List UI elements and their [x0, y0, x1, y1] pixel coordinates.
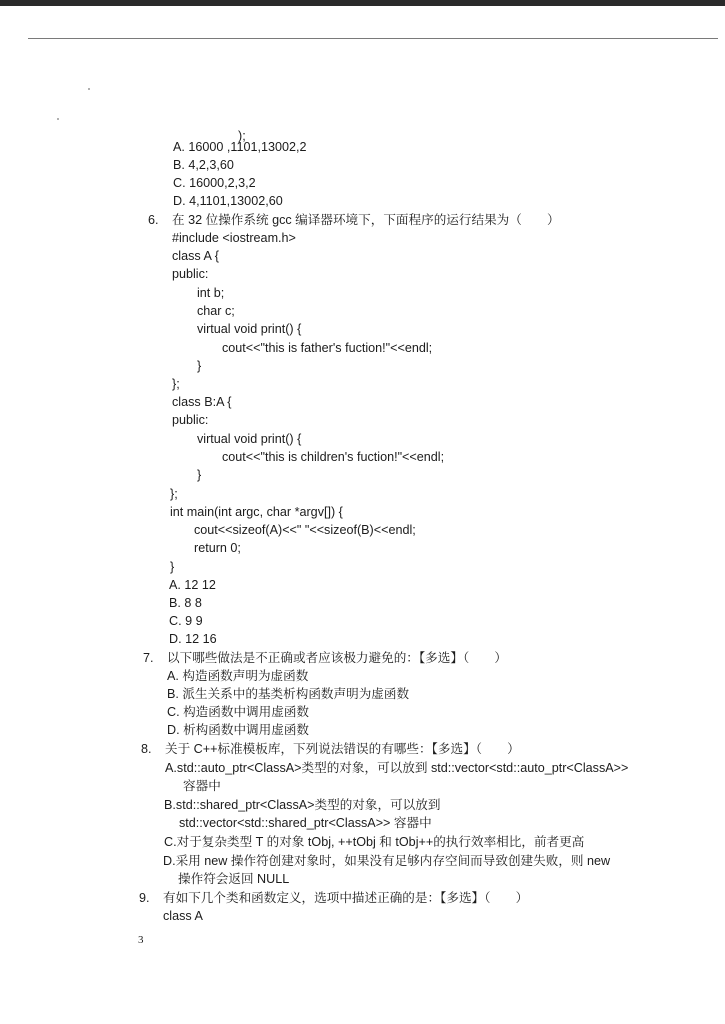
option-a: A. 构造函数声明为虚函数 [167, 669, 309, 683]
option-b: B.std::shared_ptr<ClassA>类型的对象，可以放到 [164, 798, 441, 812]
scan-speck [88, 88, 90, 90]
option-c: C. 16000,2,3,2 [173, 176, 256, 190]
question-number: 9. [139, 891, 150, 905]
question-number: 7. [143, 651, 154, 665]
code-line: } [197, 468, 202, 482]
option-a-continued: 容器中 [183, 779, 221, 793]
code-line: char c; [197, 304, 235, 318]
question-stem: 有如下几个类和函数定义，选项中描述正确的是：【多选】（ ） [163, 891, 529, 905]
code-line: virtual void print() { [197, 322, 302, 336]
page-number: 3 [138, 934, 144, 946]
code-line: }; [172, 377, 180, 391]
code-line: class A [163, 909, 203, 923]
question-number: 6. [148, 213, 159, 227]
question-stem: 在 32 位操作系统 gcc 编译器环境下，下面程序的运行结果为（ ） [172, 213, 560, 227]
code-line: cout<<"this is father's fuction!"<<endl; [222, 341, 433, 355]
header-rule [28, 38, 718, 39]
code-line: #include <iostream.h> [172, 231, 296, 245]
question-number: 8. [141, 742, 152, 756]
code-line: cout<<"this is children's fuction!"<<endl; [222, 450, 445, 464]
code-line: int main(int argc, char *argv[]) { [170, 505, 343, 519]
code-line: virtual void print() { [197, 432, 302, 446]
code-line: } [170, 560, 175, 574]
code-closing: ); [238, 129, 246, 143]
option-d: D. 4,1101,13002,60 [173, 194, 283, 208]
option-a: A. 16000 ,1101,13002,2 [173, 140, 307, 154]
code-line: cout<<sizeof(A)<<" "<<sizeof(B)<<endl; [194, 523, 416, 537]
option-c: C. 构造函数中调用虚函数 [167, 705, 310, 719]
option-d: D. 析构函数中调用虚函数 [167, 723, 310, 737]
option-d-continued: 操作符会返回 NULL [178, 872, 290, 886]
question-stem: 关于 C++标准模板库，下列说法错误的有哪些：【多选】（ ） [165, 742, 520, 756]
code-line: return 0; [194, 541, 241, 555]
code-line: class A { [172, 249, 219, 263]
code-line: int b; [197, 286, 225, 300]
option-d: D. 12 16 [169, 632, 217, 646]
option-b: B. 派生关系中的基类析构函数声明为虚函数 [167, 687, 410, 701]
code-line: } [197, 359, 202, 373]
code-line: public: [172, 413, 209, 427]
option-a: A.std::auto_ptr<ClassA>类型的对象，可以放到 std::vector<std::auto_ptr<ClassA>> [165, 761, 629, 775]
code-line: class B:A { [172, 395, 232, 409]
scan-speck [57, 118, 59, 120]
question-stem: 以下哪些做法是不正确或者应该极力避免的：【多选】（ ） [167, 651, 508, 665]
option-a: A. 12 12 [169, 578, 216, 592]
option-b-continued: std::vector<std::shared_ptr<ClassA>> 容器中 [179, 816, 432, 830]
option-c: C. 9 9 [169, 614, 203, 628]
option-b: B. 4,2,3,60 [173, 158, 234, 172]
option-b: B. 8 8 [169, 596, 202, 610]
code-line: }; [170, 487, 178, 501]
scan-top-edge [0, 0, 725, 6]
option-d: D.采用 new 操作符创建对象时，如果没有足够内存空间而导致创建失败，则 new [163, 854, 611, 868]
option-c: C.对于复杂类型 T 的对象 tObj, ++tObj 和 tObj++的执行效率相比，前者更高 [164, 835, 585, 849]
code-line: public: [172, 267, 209, 281]
